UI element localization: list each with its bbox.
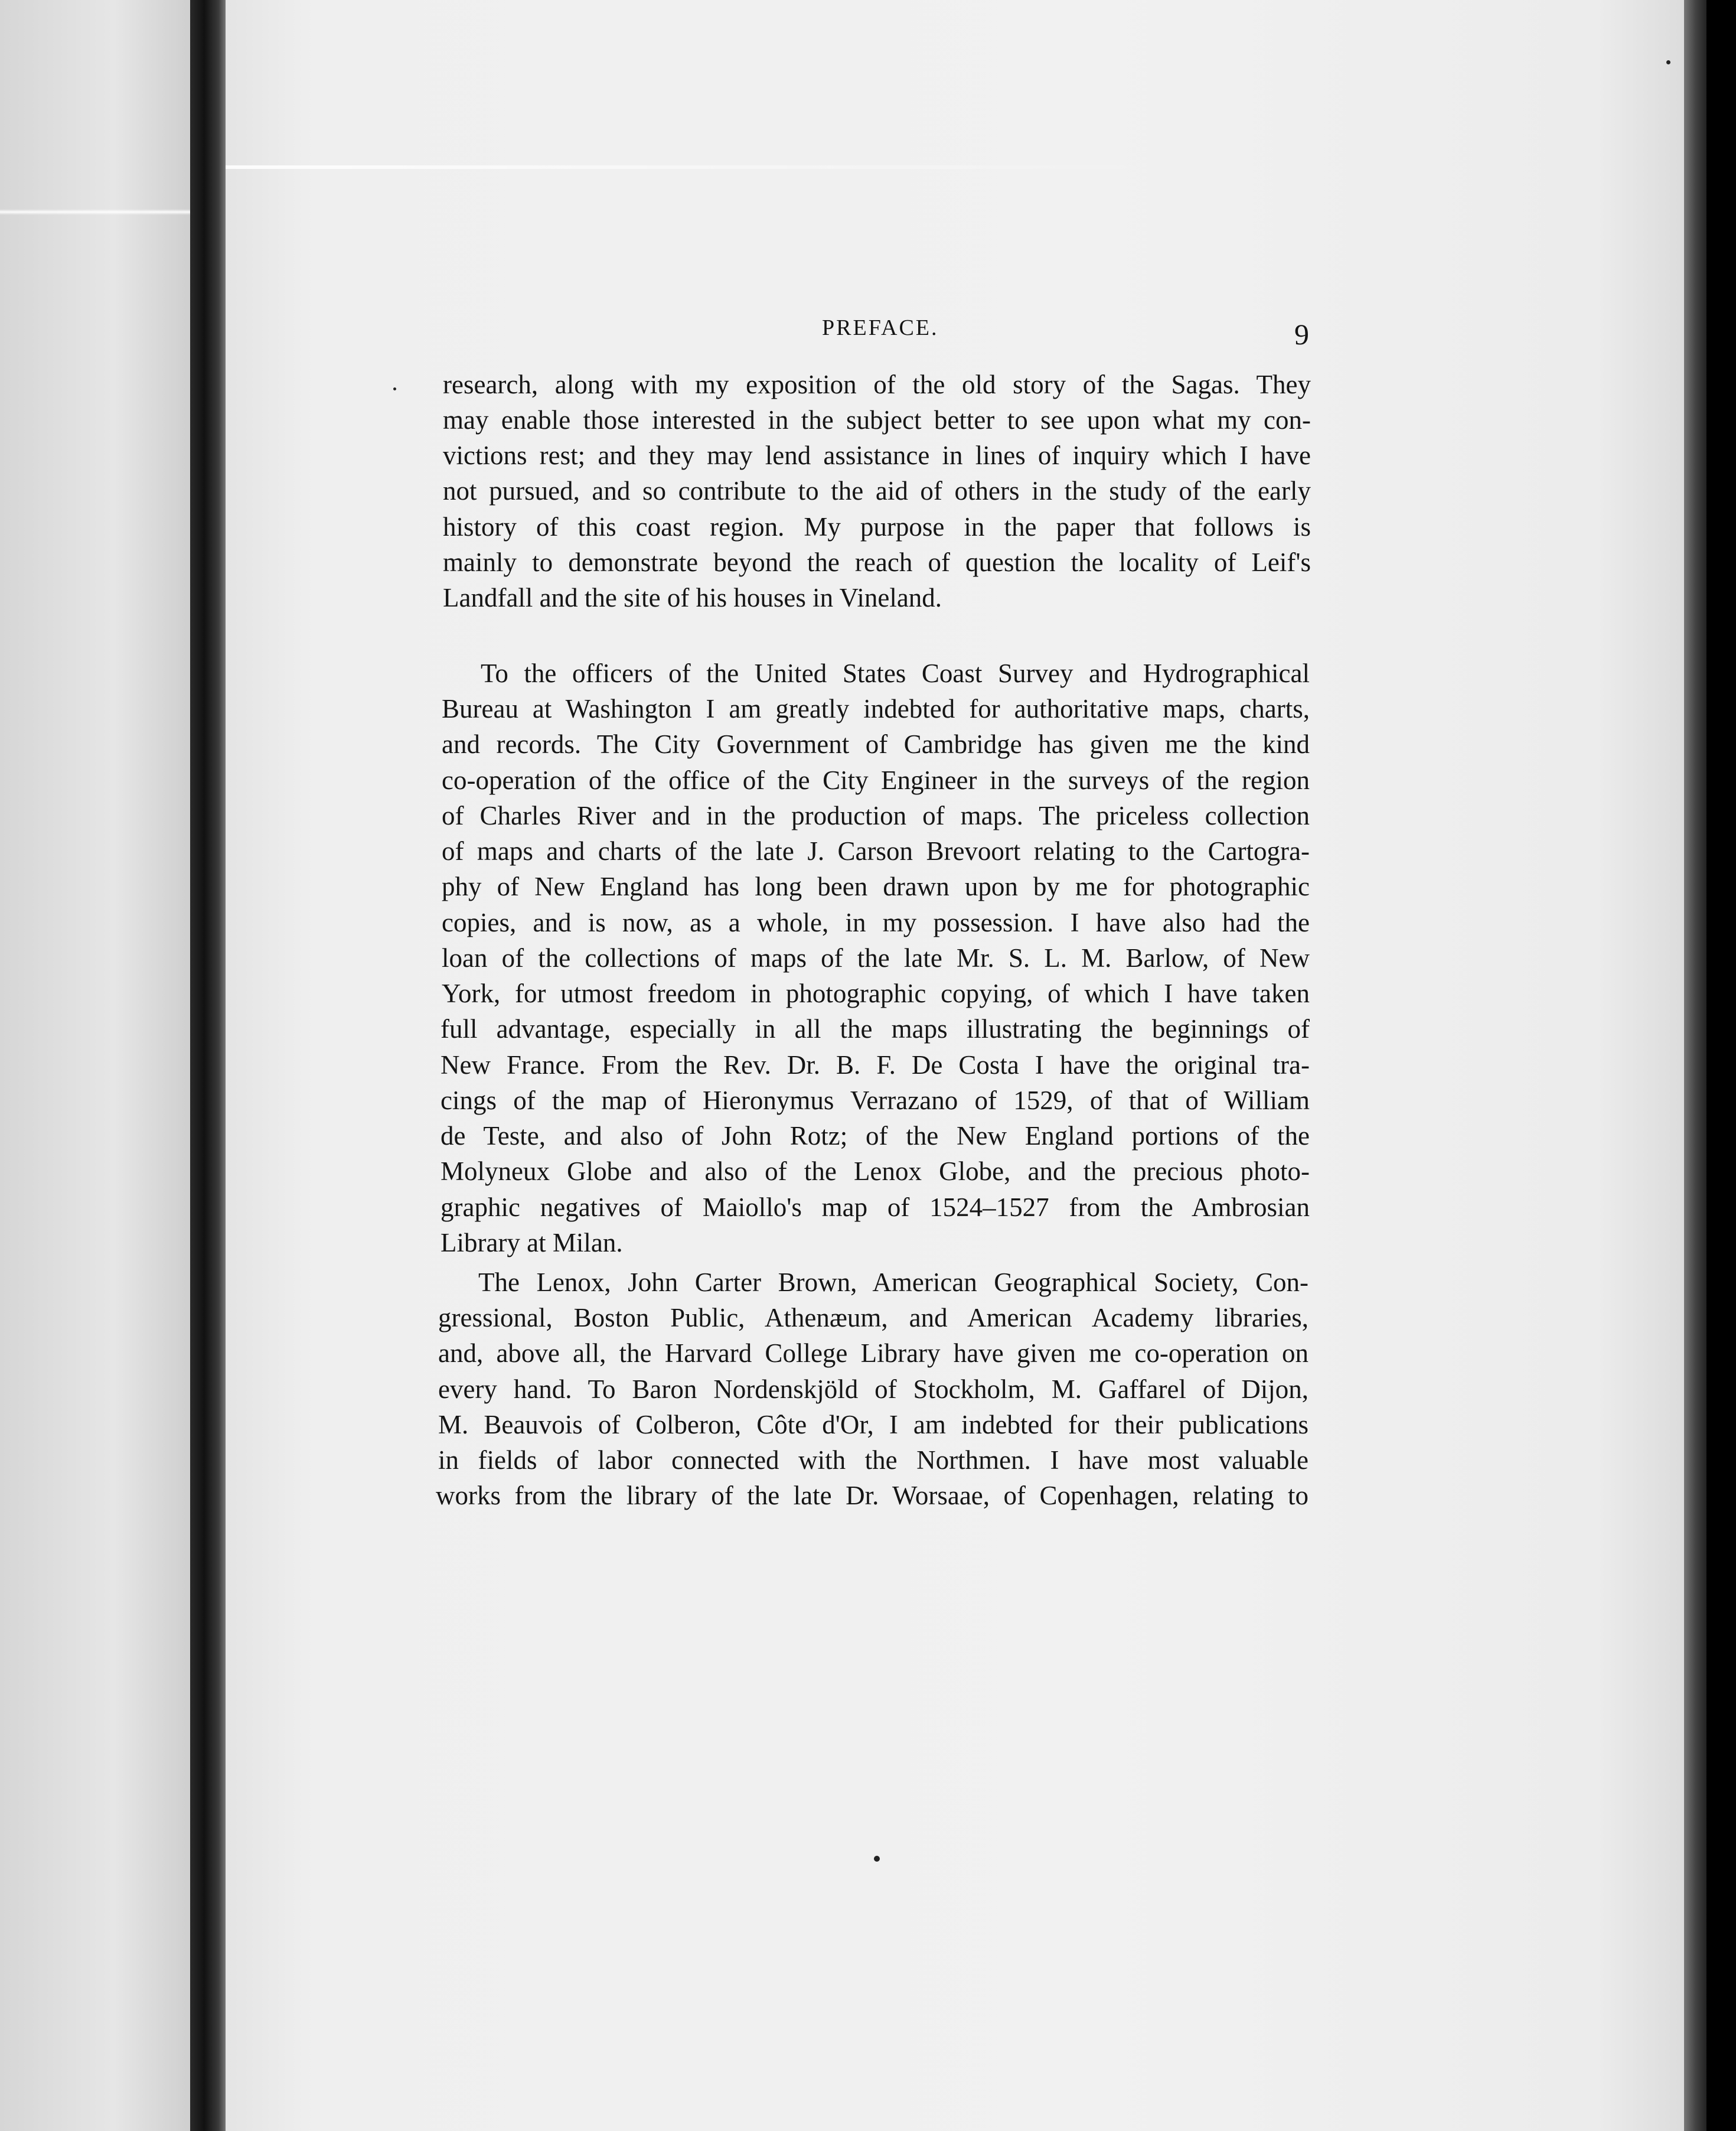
text-line: not pursued, and so contribute to the aid of others in the study of the early xyxy=(443,476,1311,506)
text-line: works from the library of the late Dr. Worsaae, of Copenhagen, relating to xyxy=(436,1481,1308,1510)
text-line: and, above all, the Harvard College Library have given me co-operation on xyxy=(438,1338,1308,1368)
text-line: and records. The City Government of Cambridge has given me the kind xyxy=(442,729,1310,759)
text-line: may enable those interested in the subject better to see upon what my con- xyxy=(443,405,1311,435)
text-line: The Lenox, John Carter Brown, American Geographical Society, Con- xyxy=(478,1267,1308,1297)
text-line: copies, and is now, as a whole, in my possession. I have also had the xyxy=(442,908,1310,937)
text-line: Landfall and the site of his houses in Vineland. xyxy=(443,583,942,612)
text-line: loan of the collections of maps of the late Mr. S. L. M. Barlow, of New xyxy=(442,943,1310,973)
text-line: history of this coast region. My purpose in the paper that follows is xyxy=(443,512,1311,542)
text-line: victions rest; and they may lend assistance in lines of inquiry which I have xyxy=(443,441,1311,470)
text-line: To the officers of the United States Coast Survey and Hydrographical xyxy=(481,659,1310,688)
text-line: every hand. To Baron Nordenskjöld of Stockholm, M. Gaffarel of Dijon, xyxy=(438,1374,1308,1404)
book-gutter xyxy=(190,0,226,2131)
text-line: Library at Milan. xyxy=(440,1228,623,1257)
page-number: 9 xyxy=(1294,318,1309,351)
running-head: PREFACE. xyxy=(822,315,939,340)
text-line: M. Beauvois of Colberon, Côte d'Or, I am indebted for their publications xyxy=(438,1410,1308,1439)
text-line: in fields of labor connected with the Northmen. I have most valuable xyxy=(438,1445,1308,1475)
text-line: Molyneux Globe and also of the Lenox Globe, and the precious photo- xyxy=(440,1156,1310,1186)
text-line: of maps and charts of the late J. Carson Brevoort relating to the Cartogra- xyxy=(442,836,1310,866)
text-line: cings of the map of Hieronymus Verrazano of 1529, of that of William xyxy=(440,1086,1310,1115)
text-line: phy of New England has long been drawn upon by me for photographic xyxy=(442,872,1310,901)
scan-streak xyxy=(226,165,1170,169)
text-line: New France. From the Rev. Dr. B. F. De Costa I have the original tra- xyxy=(440,1050,1310,1080)
facing-page-edge xyxy=(0,0,190,2131)
text-line: York, for utmost freedom in photographic copying, of which I have taken xyxy=(442,979,1310,1008)
text-line: mainly to demonstrate beyond the reach of question the locality of Leif's xyxy=(443,548,1311,577)
book-page xyxy=(226,0,1684,2131)
text-line: research, along with my exposition of the old story of the Sagas. They xyxy=(443,370,1311,399)
page-edge-shadow xyxy=(1684,0,1706,2131)
text-line: gressional, Boston Public, Athenæum, and American Academy libraries, xyxy=(438,1303,1308,1332)
text-line: full advantage, especially in all the maps illustrating the beginnings of xyxy=(440,1014,1310,1044)
text-line: de Teste, and also of John Rotz; of the New England portions of the xyxy=(440,1121,1310,1151)
scan-streak xyxy=(0,209,190,215)
text-line: co-operation of the office of the City Engineer in the surveys of the region xyxy=(442,765,1310,795)
text-line: Bureau at Washington I am greatly indebted for authoritative maps, charts, xyxy=(442,694,1310,724)
text-line: graphic negatives of Maiollo's map of 1524–1527 from the Ambrosian xyxy=(440,1192,1310,1222)
text-line: of Charles River and in the production of maps. The priceless collection xyxy=(442,801,1310,830)
